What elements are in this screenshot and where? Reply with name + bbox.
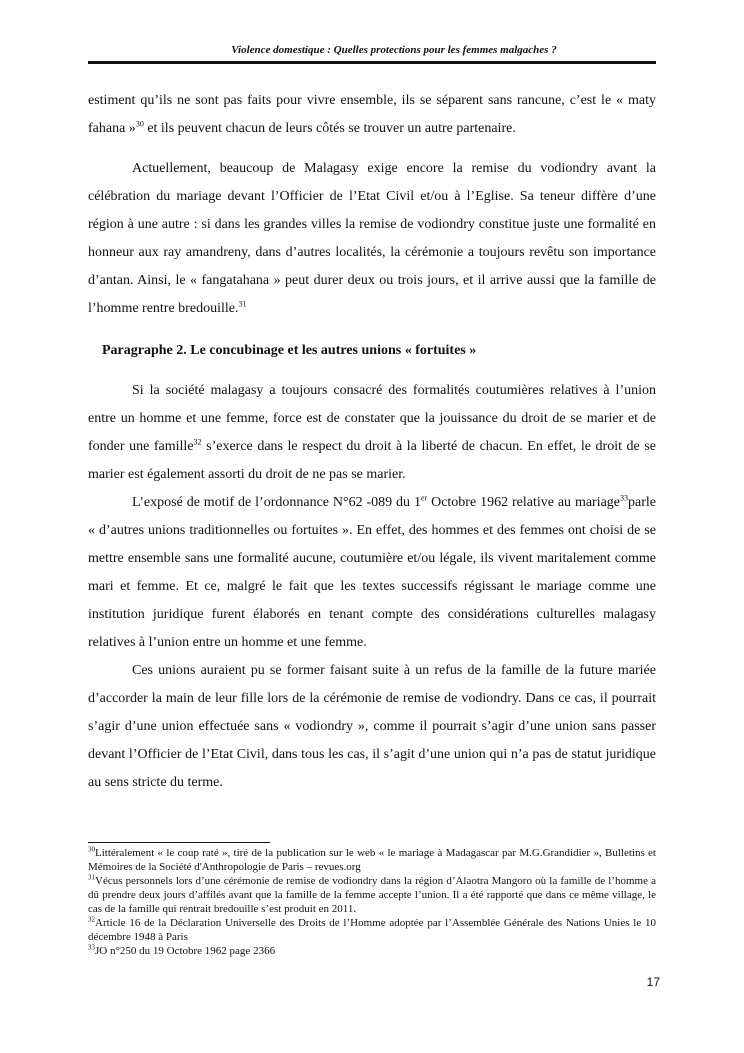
footnote-ref-31[interactable]: 31 xyxy=(238,299,247,309)
paragraph-4 xyxy=(88,489,656,657)
footnote-32 xyxy=(88,916,656,944)
header-rule xyxy=(88,61,656,64)
header-title: Violence domestique : Quelles protections pour les femmes malgaches ? xyxy=(231,44,557,56)
footnote-text: Vécus personnels lors d’une cérémonie de remise de vodiondry dans la région d’Alaotra Mangoro où la famille de l’homme a dû prendre deux jours d’affilés avant que la famille de la femme accepte l’union. Il a été rapporté que dans ce même village, le cas de la famille qui rentrait bredouille s’est produit en 2011. xyxy=(88,875,656,915)
footnote-number: 32 xyxy=(88,915,95,924)
paragraph-text: et ils peuvent chacun de leurs côtés se trouver un autre partenaire. xyxy=(143,121,516,136)
footnote-31 xyxy=(88,874,656,916)
paragraph-text: parle « d’autres unions traditionnelles ou fortuites ». En effet, des hommes et des femmes ont choisi de se mettre ensemble sans une formalité aucune, coutumière et/ou légale, ils vivent maritalement comme mari et femme. Et ce, malgré le fait que les textes successifs régissant le mariage comme une institution juridique furent élaborés en tenant compte des considérations culturelles malagasy relatives à l’union entre un homme et une femme. xyxy=(88,495,657,650)
footnote-text: Article 16 de la Déclaration Universelle des Droits de l’Homme adoptée par l’Assemblée Générale des Nations Unies le 10 décembre 1948 à Paris xyxy=(88,917,656,943)
paragraph-text: Si la société malagasy a toujours consacré des formalités coutumières relatives à l’union entre un homme et une femme, force est de constater que la jouissance du droit de se marier et de fonder une famille xyxy=(88,383,656,454)
footnote-text: Littéralement « le coup raté », tiré de la publication sur le web « le mariage à Madagascar par M.G.Grandidier », Bulletins et Mémoires de la Société d'Anthropologie de Paris – revues.org xyxy=(88,847,656,873)
footnotes xyxy=(88,846,656,958)
footnote-33 xyxy=(88,944,656,958)
paragraph-text: s’exerce dans le respect du droit à la liberté de chacun. En effet, le droit de se marier est également assorti du droit de ne pas se marier. xyxy=(88,439,656,482)
paragraph-text: Octobre 1962 relative au mariage xyxy=(427,495,621,510)
paragraph-2 xyxy=(88,155,656,323)
paragraph-text: Ces unions auraient pu se former faisant suite à un refus de la famille de la future mariée d’accorder la main de leur fille lors de la cérémonie de remise de vodiondry. Dans ce cas, il pourrait s’agir d’une union effectuée sans « vodiondry », comme il pourrait s’agir d’une union sans passer devant l’Officier de l’Etat Civil, dans tous les cas, il s’agit d’une union qui n’a pas de statut juridique au sens stricte du terme. xyxy=(88,663,656,790)
section-heading: Paragraphe 2. Le concubinage et les autres unions « fortuites » xyxy=(102,343,477,358)
footnote-separator xyxy=(88,842,270,843)
paragraph-1 xyxy=(88,87,656,143)
footnote-ref-32[interactable]: 32 xyxy=(193,437,202,447)
footnote-ref-30[interactable]: 30 xyxy=(135,119,144,129)
paragraph-5 xyxy=(88,657,656,797)
page-number: 17 xyxy=(646,975,660,989)
footnote-number: 31 xyxy=(88,873,95,882)
running-header xyxy=(0,44,744,56)
footnote-text: JO n°250 du 19 Octobre 1962 page 2366 xyxy=(95,945,276,957)
ordinal-superscript: er xyxy=(420,493,428,503)
footnote-number: 30 xyxy=(88,845,95,854)
paragraph-3 xyxy=(88,377,656,489)
footnote-number: 33 xyxy=(88,943,95,952)
footnote-30 xyxy=(88,846,656,874)
paragraph-text: Actuellement, beaucoup de Malagasy exige encore la remise du vodiondry avant la célébration du mariage devant l’Officier de l’Etat Civil et/ou à l’Eglise. Sa teneur diffère d’une région à une autre : si dans les grandes villes la remise de vodiondry constitue juste une formalité en honneur aux ray amandreny, dans d’autres localités, la cérémonie a toujours revêtu son importance d’antan. Ainsi, le « fangatahana » peut durer deux ou trois jours, et il arrive aussi que la famille de l’homme rentre bredouille. xyxy=(88,161,656,316)
paragraph-text: estiment qu’ils ne sont pas faits pour vivre ensemble, ils se séparent sans rancune, c’est le « maty fahana » xyxy=(88,93,656,136)
footnote-ref-33[interactable]: 33 xyxy=(620,493,629,503)
page-body xyxy=(88,87,656,797)
paragraph-text: L’exposé de motif de l’ordonnance N°62 -089 du 1 xyxy=(132,495,421,510)
